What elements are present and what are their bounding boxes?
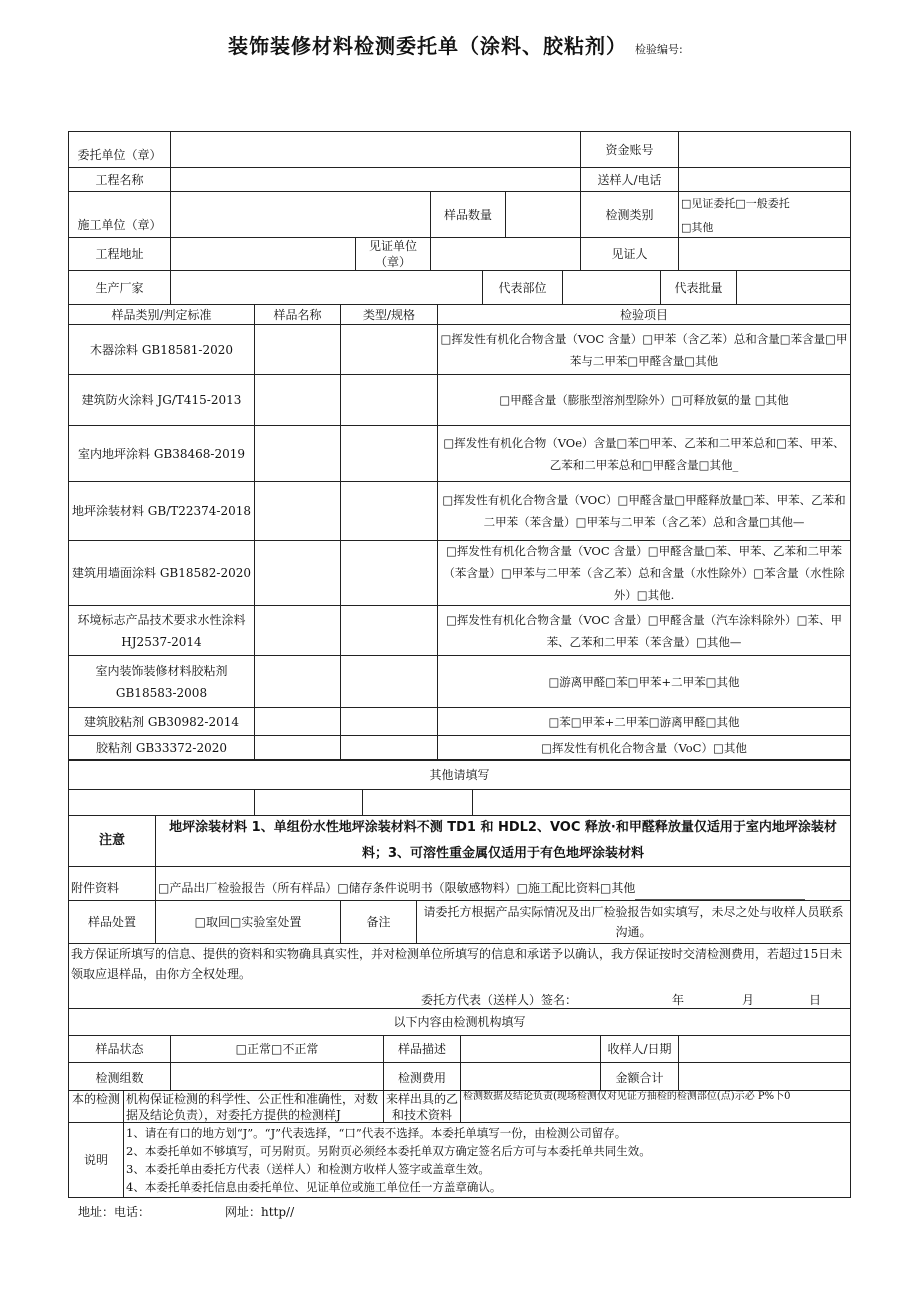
client-label: 委托单位（章）: [68, 131, 171, 168]
row-standard: 室内装饰装修材料胶粘剂 GB18583-2008: [68, 655, 255, 708]
row-items[interactable]: □甲醛含量（膨胀型溶剂型除外）□可释放氨的量 □其他: [437, 374, 851, 426]
builder-label: 施工单位（章）: [68, 191, 171, 238]
witness-input[interactable]: [678, 237, 851, 271]
qty-input[interactable]: [505, 191, 581, 238]
row-type[interactable]: [340, 425, 438, 482]
pledge-block: [68, 943, 851, 1009]
project-label: 工程名称: [68, 167, 171, 192]
state-label: 样品状态: [68, 1035, 171, 1063]
note-item: 2、本委托单如不够填写，可另附页。另附页必须经本委托单双方确定签名后方可与本委托单共同生效。: [126, 1144, 651, 1158]
row-standard: 建筑用墙面涂料 GB18582-2020: [68, 540, 255, 606]
project-input[interactable]: [170, 167, 581, 192]
row-name[interactable]: [254, 481, 341, 541]
fee-label: 检测费用: [383, 1062, 461, 1091]
footer-web: 网址：http//: [225, 1205, 295, 1219]
receiver-input[interactable]: [678, 1035, 851, 1063]
row-items[interactable]: □挥发性有机化合物含量（VOC 含量）□甲醛含量（汽车涂料除外）□苯、甲苯、乙苯和二甲苯（苯含量）□其他—: [437, 605, 851, 656]
header-type: 类型/规格: [340, 304, 438, 325]
row-type[interactable]: [340, 540, 438, 606]
row-standard: 木器涂料 GB18581-2020: [68, 324, 255, 375]
row-standard: 室内地坪涂料 GB38468-2019: [68, 425, 255, 482]
row-standard: 地坪涂装材料 GB/T22374-2018: [68, 481, 255, 541]
report-no-label: 检验编号:: [634, 43, 683, 56]
total-input[interactable]: [678, 1062, 851, 1091]
witness-label: 见证人: [580, 237, 679, 271]
notes-label: 说明: [68, 1122, 124, 1198]
receiver-label: 收样人/日期: [600, 1035, 679, 1063]
row-items[interactable]: □挥发性有机化合物含量（VOC 含量）□甲醛含量□苯、甲苯、乙苯和二甲苯（苯含量）□甲苯与二甲苯（含乙苯）总和含量（水性除外）□苯含量（水性除外）□其他.: [437, 540, 851, 606]
other-input-2[interactable]: [254, 789, 363, 816]
client-input[interactable]: [170, 131, 581, 168]
disposal-options[interactable]: □取回□实验室处置: [155, 900, 341, 944]
pledge-text: 我方保证所填写的信息、提供的资料和实物确具真实性，并对检测单位所填写的信息和承诺予以确认，我方保证按时交清检测费用，若超过15日未领取应退样品，由你方全权处理。: [71, 947, 843, 981]
row-type[interactable]: [340, 605, 438, 656]
lab-pledge-label: 本的检测: [68, 1090, 124, 1123]
sender-input[interactable]: [678, 167, 851, 192]
builder-input[interactable]: [170, 191, 431, 238]
account-label: 资金账号: [580, 131, 679, 168]
row-items[interactable]: □挥发性有机化合物（VOe）含量□苯□甲苯、乙苯和二甲苯总和□苯、甲苯、乙苯和二甲苯总和□甲醛含量□其他_: [437, 425, 851, 482]
batch-label: 代表批量: [660, 270, 737, 305]
category-label: 检测类别: [580, 191, 679, 238]
row-name[interactable]: [254, 540, 341, 606]
row-type[interactable]: [340, 735, 438, 761]
source-text: 检测数据及结论负责(现场检测仅对见证方抽检的检测部位(点)示必 P%卜0: [460, 1090, 851, 1123]
batch-input[interactable]: [736, 270, 851, 305]
part-input[interactable]: [562, 270, 661, 305]
row-items[interactable]: □挥发性有机化合物含量（VoC）□其他: [437, 735, 851, 761]
day-label: 日: [809, 993, 822, 1007]
row-name[interactable]: [254, 605, 341, 656]
total-label: 金额合计: [600, 1062, 679, 1091]
witness-unit-label: 见证单位（章）: [355, 237, 431, 271]
maker-label: 生产厂家: [68, 270, 171, 305]
row-name[interactable]: [254, 655, 341, 708]
attach-options[interactable]: [155, 866, 851, 901]
witness-unit-input[interactable]: [430, 237, 581, 271]
row-type[interactable]: [340, 324, 438, 375]
row-name[interactable]: [254, 707, 341, 736]
row-type[interactable]: [340, 655, 438, 708]
notes-list: [123, 1122, 851, 1198]
account-input[interactable]: [678, 131, 851, 168]
row-type[interactable]: [340, 707, 438, 736]
row-name[interactable]: [254, 735, 341, 761]
lab-pledge-text: 机构保证检测的科学性、公正性和准确性，对数据及结论负责），对委托方提供的检测样J: [123, 1090, 384, 1123]
other-input-3[interactable]: [362, 789, 473, 816]
fee-input[interactable]: [460, 1062, 601, 1091]
header-standard: 样品类别/判定标准: [68, 304, 255, 325]
category-opt1[interactable]: □见证委托□一般委托: [681, 197, 790, 210]
row-name[interactable]: [254, 425, 341, 482]
part-label: 代表部位: [482, 270, 563, 305]
note-item: 3、本委托单由委托方代表（送样人）和检测方收样人签字或盖章生效。: [126, 1162, 490, 1176]
sign-label: 委托方代表（送样人）签名：: [421, 993, 578, 1007]
maker-input[interactable]: [170, 270, 483, 305]
source-label: 来样出具的乙和技术资料: [383, 1090, 461, 1123]
row-standard: 胶粘剂 GB33372-2020: [68, 735, 255, 761]
attach-text[interactable]: □产品出厂检验报告（所有样品）□储存条件说明书（限敏感物料）□施工配比资料□其他: [158, 881, 636, 895]
lab-section-title: 以下内容由检测机构填写: [68, 1008, 851, 1036]
header-name: 样品名称: [254, 304, 341, 325]
footer-address: 地址：电话：: [78, 1205, 151, 1219]
row-type[interactable]: [340, 481, 438, 541]
header-items: 检验项目: [437, 304, 851, 325]
other-input-4[interactable]: [472, 789, 851, 816]
note-item: 1、请在有口的地方划“J”。“J”代表选择，“口”代表不选择。本委托单填写一份，由检测公司留存。: [126, 1126, 627, 1140]
groups-input[interactable]: [170, 1062, 384, 1091]
year-label: 年: [672, 993, 685, 1007]
row-standard: 建筑胶粘剂 GB30982-2014: [68, 707, 255, 736]
remark-text: 请委托方根据产品实际情况及出厂检验报告如实填写，未尽之处与收样人员联系沟通。: [416, 900, 851, 944]
note-label: 注意: [68, 815, 156, 867]
row-standard: 建筑防火涂料 JG/T415-2013: [68, 374, 255, 426]
other-input-1[interactable]: [68, 789, 255, 816]
row-items[interactable]: □苯□甲苯+二甲苯□游离甲醛□其他: [437, 707, 851, 736]
note-item: 4、本委托单委托信息由委托单位、见证单位或施工单位任一方盖章确认。: [126, 1180, 502, 1194]
disposal-label: 样品处置: [68, 900, 156, 944]
row-standard: 环境标志产品技术要求水性涂料 HJ2537-2014: [68, 605, 255, 656]
note-text: 地坪涂装材料 1、单组份水性地坪涂装材料不测 TD1 和 HDL2、VOC 释放·和甲醛释放量仅适用于室内地坪涂装材料；3、可溶性重金属仅适用于有色地坪涂装材料: [155, 815, 851, 867]
desc-input[interactable]: [460, 1035, 601, 1063]
form-title: 装饰装修材料检测委托单（涂料、胶粘剂） 检验编号:: [228, 34, 683, 58]
row-items[interactable]: □挥发性有机化合物含量（VOC）□甲醛含量□甲醛释放量□苯、甲苯、乙苯和二甲苯（苯含量）□甲苯与二甲苯（含乙苯）总和含量□其他—: [437, 481, 851, 541]
category-opt2[interactable]: □其他: [681, 221, 714, 234]
row-name[interactable]: [254, 374, 341, 426]
row-items[interactable]: □游离甲醛□苯□甲苯+二甲苯□其他: [437, 655, 851, 708]
category-options[interactable]: [678, 191, 851, 238]
address-label: 工程地址: [68, 237, 171, 271]
row-name[interactable]: [254, 324, 341, 375]
attach-label: 附件资料: [68, 866, 156, 901]
attach-other-line[interactable]: [635, 887, 805, 900]
other-fill-label: 其他请填写: [68, 759, 851, 790]
sender-label: 送样人/电话: [580, 167, 679, 192]
qty-label: 样品数量: [430, 191, 506, 238]
groups-label: 检测组数: [68, 1062, 171, 1091]
remark-label: 备注: [340, 900, 417, 944]
state-options[interactable]: □正常□不正常: [170, 1035, 384, 1063]
address-input[interactable]: [170, 237, 356, 271]
month-label: 月: [742, 993, 755, 1007]
row-items[interactable]: □挥发性有机化合物含量（VOC 含量）□甲苯（含乙苯）总和含量□苯含量□甲苯与二甲苯□甲醛含量□其他: [437, 324, 851, 375]
desc-label: 样品描述: [383, 1035, 461, 1063]
row-type[interactable]: [340, 374, 438, 426]
